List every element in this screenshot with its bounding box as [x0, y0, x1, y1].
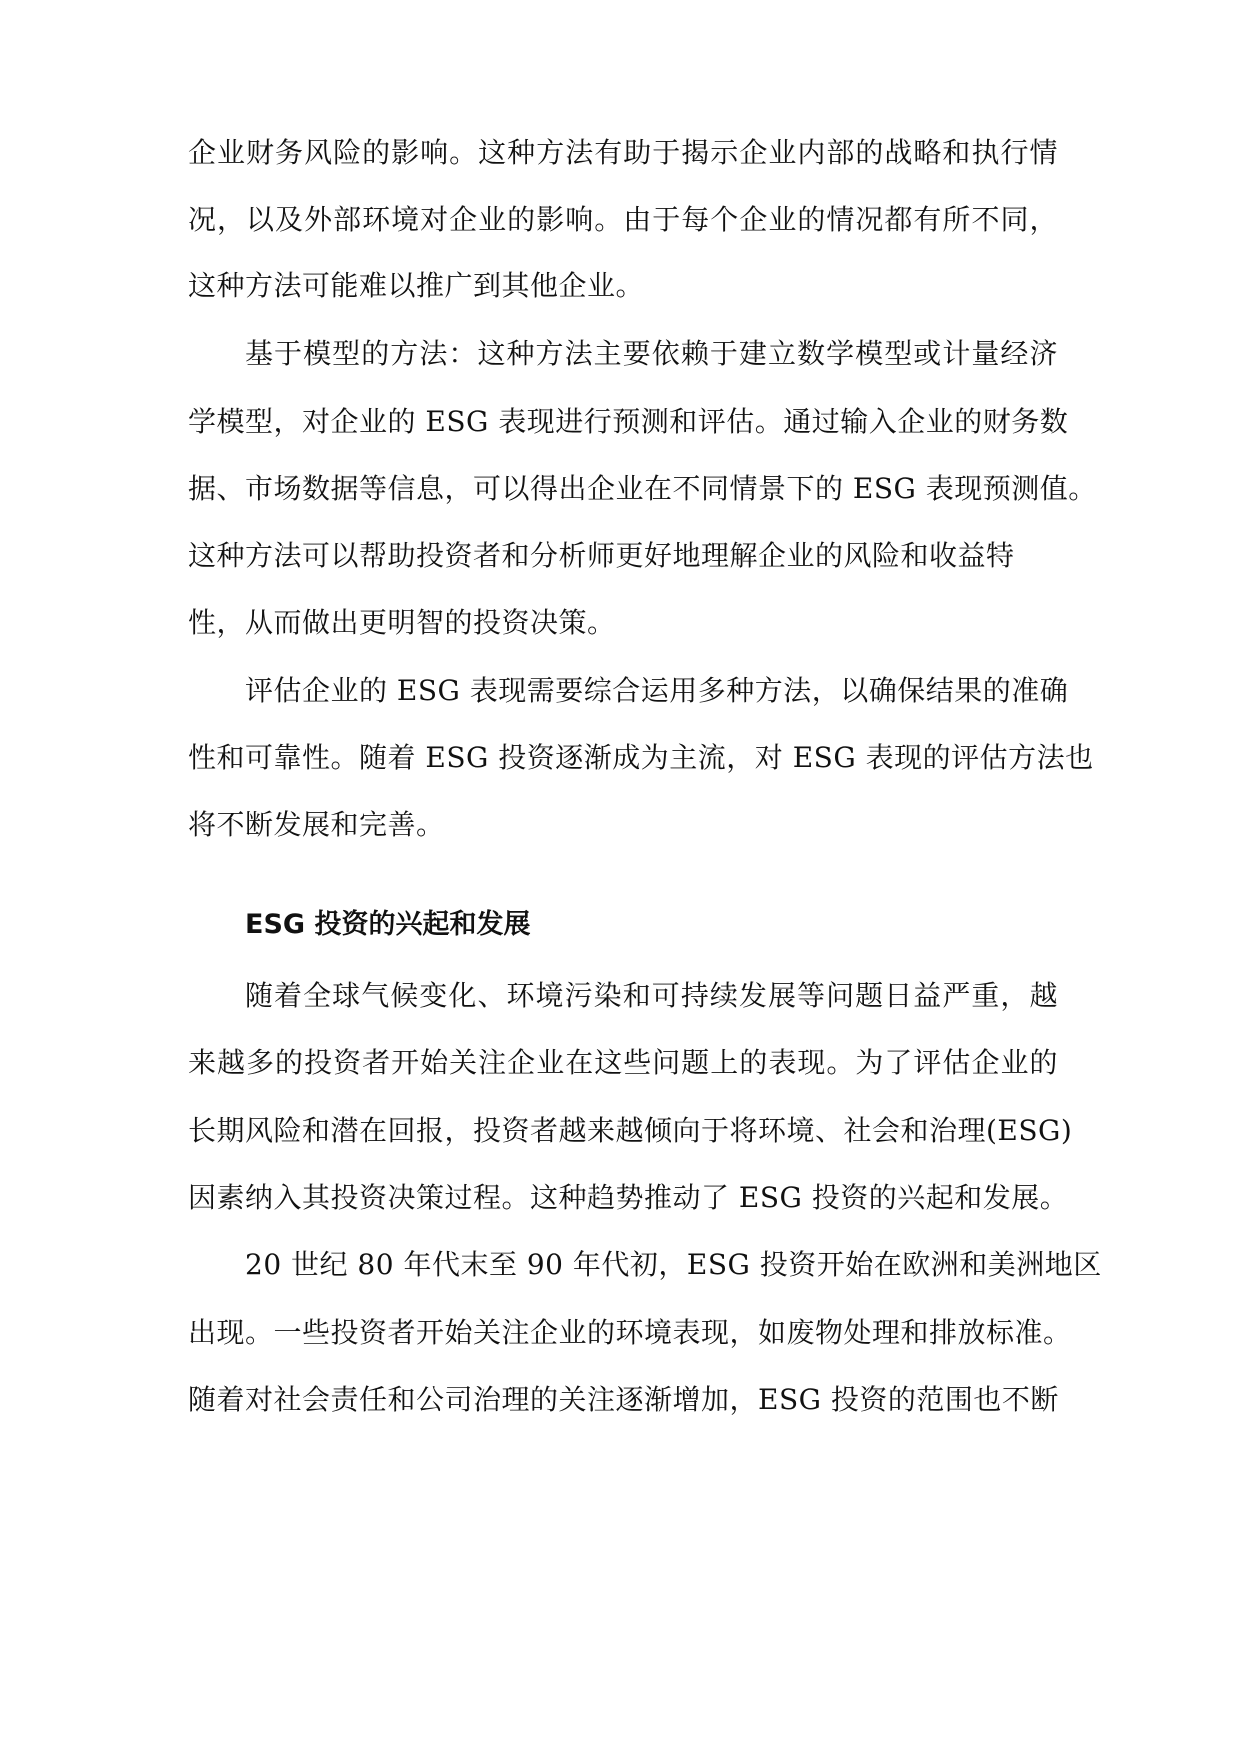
paragraph-line: 这种方法可能难以推广到其他企业。	[188, 269, 645, 302]
paragraph-line: 学模型，对企业的 ESG 表现进行预测和评估。通过输入企业的财务数	[188, 405, 1069, 438]
paragraph-line: 20 世纪 80 年代末至 90 年代初，ESG 投资开始在欧洲和美洲地区	[245, 1248, 1102, 1281]
paragraph-line: 来越多的投资者开始关注企业在这些问题上的表现。为了评估企业的	[188, 1046, 1058, 1079]
paragraph-line: 因素纳入其投资决策过程。这种趋势推动了 ESG 投资的兴起和发展。	[188, 1181, 1069, 1214]
paragraph-line: 随着对社会责任和公司治理的关注逐渐增加，ESG 投资的范围也不断	[188, 1383, 1059, 1416]
paragraph-line: 将不断发展和完善。	[188, 808, 445, 841]
paragraph-line: 据、市场数据等信息，可以得出企业在不同情景下的 ESG 表现预测值。	[188, 472, 1097, 505]
paragraph-line: 这种方法可以帮助投资者和分析师更好地理解企业的风险和收益特	[188, 539, 1015, 572]
paragraph-line: 性和可靠性。随着 ESG 投资逐渐成为主流，对 ESG 表现的评估方法也	[188, 741, 1094, 774]
paragraph-line: 况，以及外部环境对企业的影响。由于每个企业的情况都有所不同，	[188, 203, 1058, 236]
paragraph-line: 评估企业的 ESG 表现需要综合运用多种方法，以确保结果的准确	[245, 674, 1069, 707]
paragraph-line: 基于模型的方法：这种方法主要依赖于建立数学模型或计量经济	[245, 337, 1058, 370]
paragraph-line: 随着全球气候变化、环境污染和可持续发展等问题日益严重，越	[245, 979, 1058, 1012]
paragraph-line: 出现。一些投资者开始关注企业的环境表现，如废物处理和排放标准。	[188, 1316, 1072, 1349]
paragraph-line: 企业财务风险的影响。这种方法有助于揭示企业内部的战略和执行情	[188, 136, 1058, 169]
paragraph-line: 性，从而做出更明智的投资决策。	[188, 606, 616, 639]
paragraph-line: 长期风险和潜在回报，投资者越来越倾向于将环境、社会和治理(ESG)	[188, 1114, 1073, 1147]
section-heading: ESG 投资的兴起和发展	[245, 909, 531, 940]
